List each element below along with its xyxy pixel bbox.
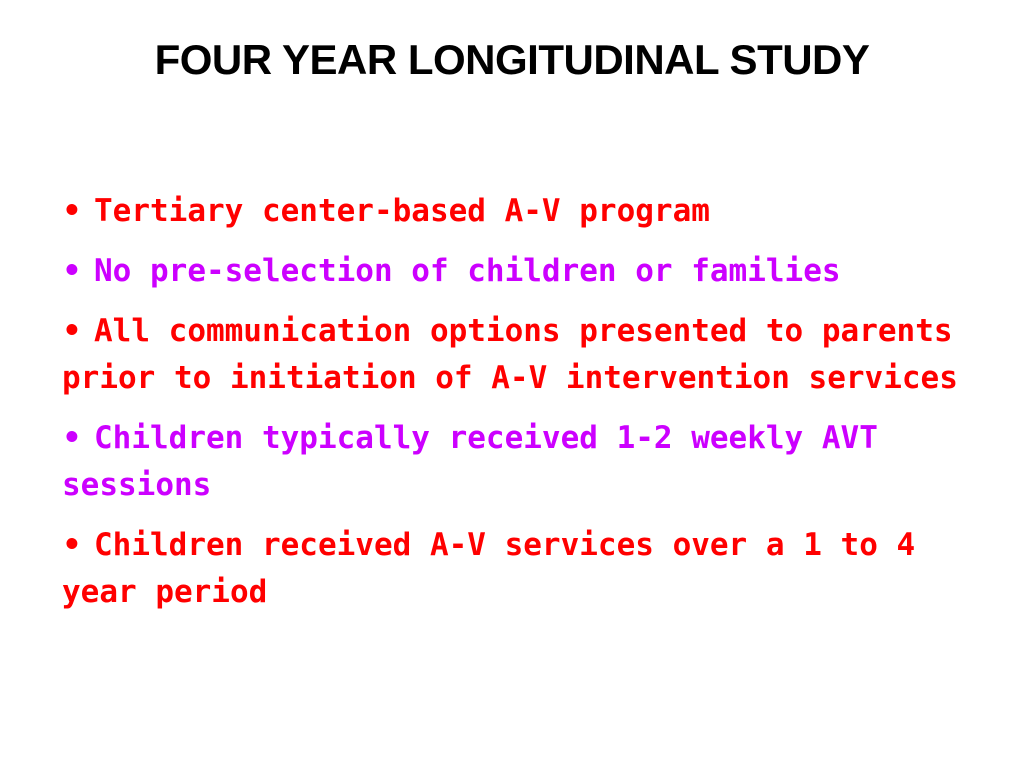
bullet-text-5: Children received A-V services over a 1 to 4 year period [62,527,916,610]
bullet-text-3: All communication options presented to parents prior to initiation of A-V intervention services [62,313,958,396]
bullet-icon: • [62,193,82,229]
bullet-icon: • [62,420,82,456]
bullet-icon: • [62,253,82,289]
bullet-text-1: Tertiary center-based A-V program [94,193,710,229]
bullet-text-4: Children typically received 1-2 weekly AVT sessions [62,420,878,503]
bullet-item-5 [62,522,992,616]
bullet-item-2 [62,248,992,295]
bullet-item-1 [62,188,992,235]
bullet-text-2: No pre-selection of children or families [94,253,841,289]
bullet-item-3 [62,308,992,402]
slide-title: FOUR YEAR LONGITUDINAL STUDY [154,36,870,83]
bullet-list [62,188,992,629]
bullet-item-4 [62,415,992,509]
bullet-icon: • [62,527,82,563]
bullet-icon: • [62,313,82,349]
